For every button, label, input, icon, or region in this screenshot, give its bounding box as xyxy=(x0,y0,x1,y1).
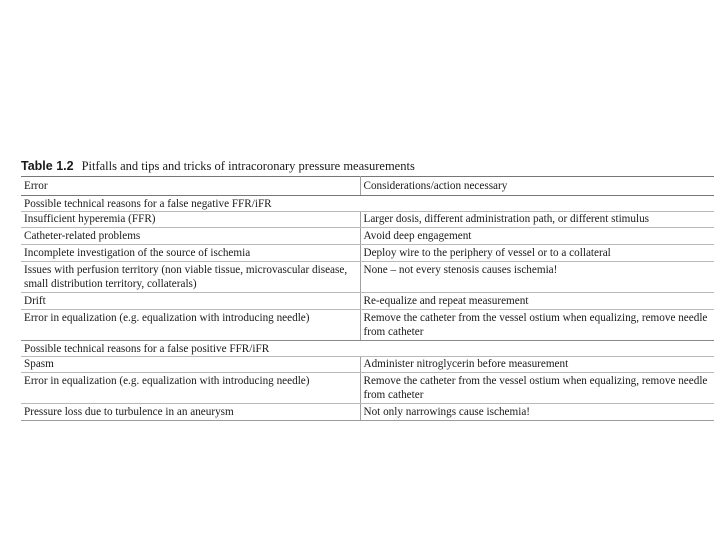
action-cell: Remove the catheter from the vessel ostium when equalizing, remove needle from catheter xyxy=(360,310,714,341)
action-cell: Not only narrowings cause ischemia! xyxy=(360,404,714,421)
table-row xyxy=(21,373,714,404)
section-heading-row xyxy=(21,341,714,357)
error-cell: Issues with perfusion territory (non viable tissue, microvascular disease, small distribution territory, collaterals) xyxy=(21,262,360,293)
table-row xyxy=(21,404,714,421)
action-cell: Re-equalize and repeat measurement xyxy=(360,293,714,310)
table-row xyxy=(21,212,714,228)
action-cell: Remove the catheter from the vessel ostium when equalizing, remove needle from catheter xyxy=(360,373,714,404)
table-number: Table 1.2 xyxy=(21,159,74,173)
action-cell: Larger dosis, different administration path, or different stimulus xyxy=(360,212,714,228)
section-heading-false-negative: Possible technical reasons for a false negative FFR/iFR xyxy=(21,196,714,212)
section-heading-false-positive: Possible technical reasons for a false positive FFR/iFR xyxy=(21,341,714,357)
table-row xyxy=(21,228,714,245)
header-error: Error xyxy=(21,177,360,196)
table-row xyxy=(21,293,714,310)
header-considerations: Considerations/action necessary xyxy=(360,177,714,196)
error-cell: Error in equalization (e.g. equalization with introducing needle) xyxy=(21,310,360,341)
table-header-row xyxy=(21,177,714,196)
table-row xyxy=(21,310,714,341)
table-row xyxy=(21,245,714,262)
table-row xyxy=(21,262,714,293)
action-cell: Administer nitroglycerin before measurement xyxy=(360,357,714,373)
table-row xyxy=(21,357,714,373)
error-cell: Spasm xyxy=(21,357,360,373)
pitfalls-table xyxy=(21,176,714,421)
section-heading-row xyxy=(21,196,714,212)
error-cell: Pressure loss due to turbulence in an aneurysm xyxy=(21,404,360,421)
pitfalls-table-block xyxy=(21,158,714,421)
error-cell: Insufficient hyperemia (FFR) xyxy=(21,212,360,228)
error-cell: Drift xyxy=(21,293,360,310)
error-cell: Incomplete investigation of the source of ischemia xyxy=(21,245,360,262)
error-cell: Error in equalization (e.g. equalization with introducing needle) xyxy=(21,373,360,404)
table-caption xyxy=(21,158,714,174)
table-title: Pitfalls and tips and tricks of intracoronary pressure measurements xyxy=(81,159,415,173)
action-cell: None – not every stenosis causes ischemia! xyxy=(360,262,714,293)
action-cell: Deploy wire to the periphery of vessel or to a collateral xyxy=(360,245,714,262)
error-cell: Catheter-related problems xyxy=(21,228,360,245)
action-cell: Avoid deep engagement xyxy=(360,228,714,245)
